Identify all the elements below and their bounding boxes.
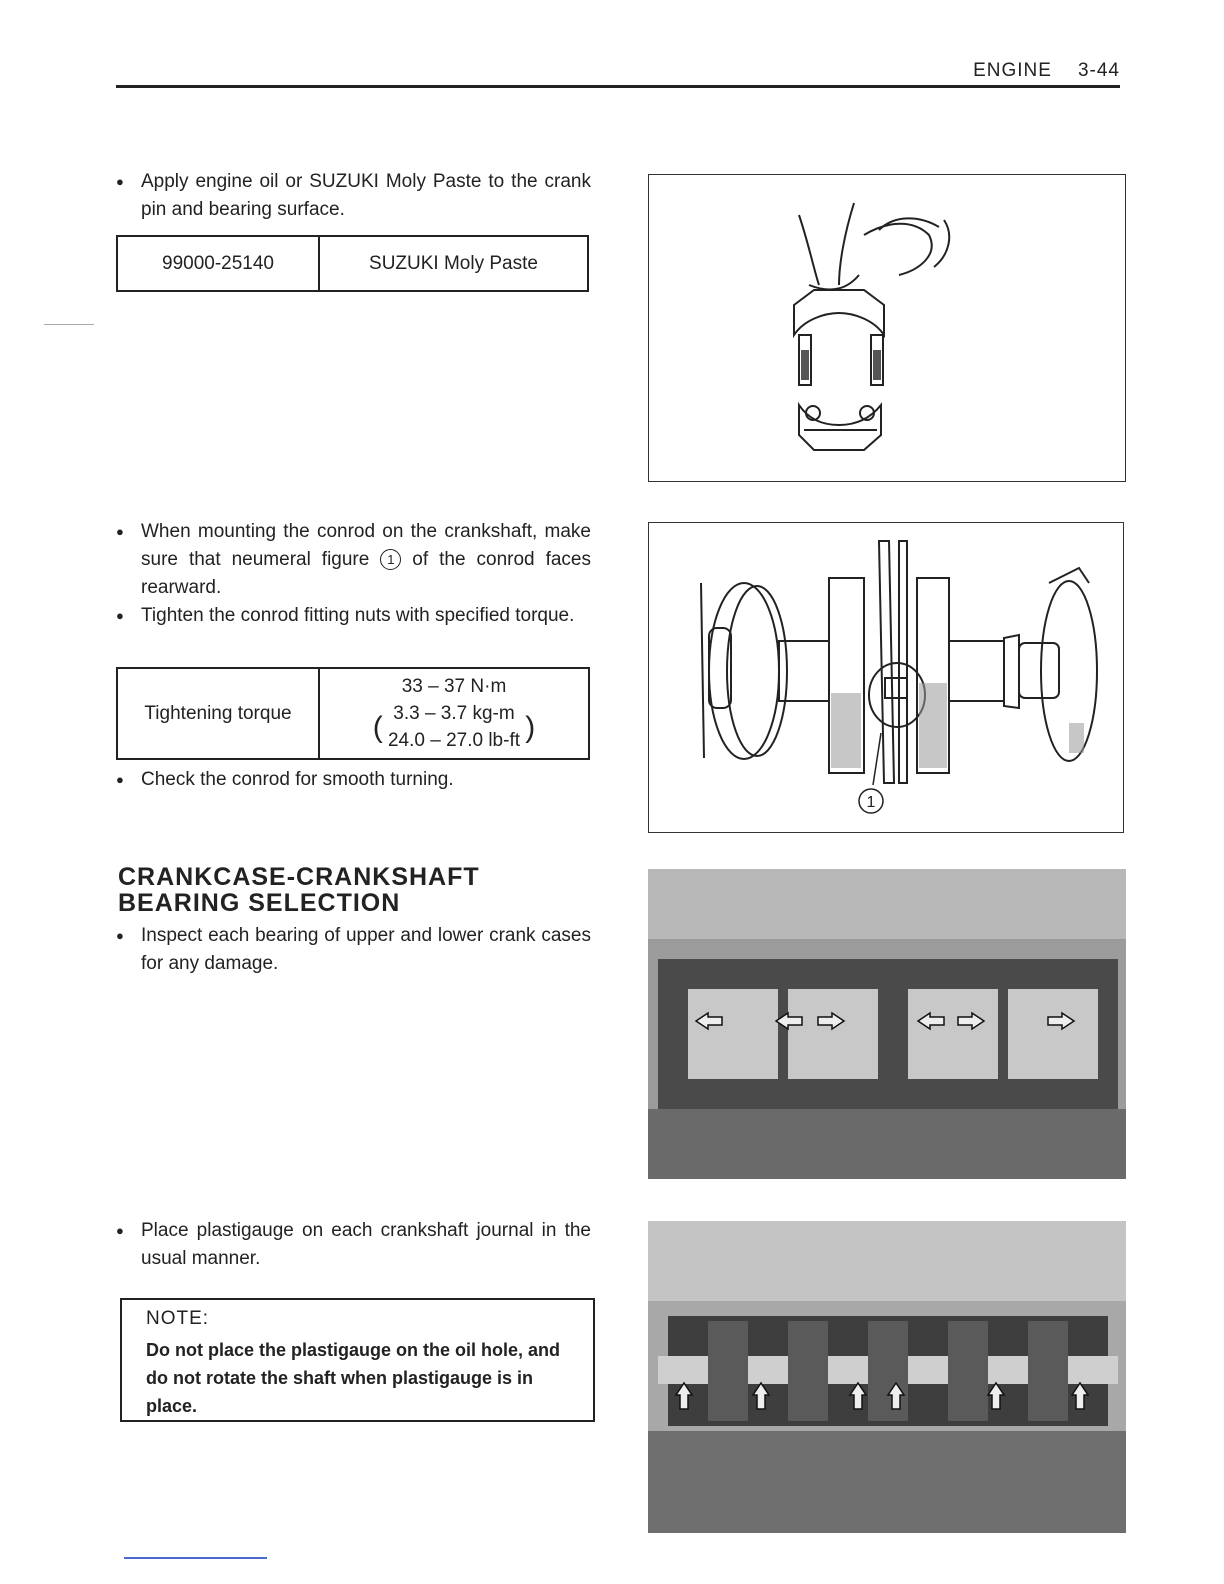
crankshaft-illustration	[649, 523, 1124, 833]
note-title: NOTE:	[146, 1308, 210, 1329]
torque-nm: 33 – 37 N·m	[401, 676, 507, 697]
step-tighten-nuts: ● Tighten the conrod fitting nuts with specified torque.	[116, 602, 591, 630]
torque-label-cell: Tightening torque	[117, 668, 319, 759]
step-apply-moly-paste: ● Apply engine oil or SUZUKI Moly Paste to the crank pin and bearing surface.	[116, 168, 591, 224]
section-title-line1: CRANKCASE-CRANKSHAFT	[118, 863, 480, 891]
section-title-line2: BEARING SELECTION	[118, 889, 401, 917]
figure-number-mark: 1	[380, 549, 401, 570]
torque-lbft: 24.0 – 27.0 lb-ft	[387, 730, 521, 751]
bottom-mark	[124, 1557, 267, 1559]
section-title	[118, 864, 480, 916]
step-place-plastigauge: ● Place plastigauge on each crankshaft journal in the usual manner.	[116, 1217, 591, 1273]
margin-mark	[44, 324, 94, 325]
header-rule	[116, 85, 1120, 88]
note-box	[120, 1298, 595, 1422]
step-mount-conrod	[116, 518, 591, 602]
tightening-torque-table	[116, 667, 590, 760]
paren-close: )	[525, 710, 536, 744]
header-section-title: ENGINE	[973, 60, 1052, 81]
torque-kgm: 3.3 – 3.7 kg-m	[393, 703, 515, 724]
header-page-number: 3-44	[1077, 60, 1120, 81]
page-header	[973, 60, 1120, 82]
torque-value-cell	[319, 668, 589, 759]
step-check-conrod: ● Check the conrod for smooth turning.	[116, 766, 591, 794]
step-inspect-bearings: ● Inspect each bearing of upper and lower crank cases for any damage.	[116, 922, 591, 978]
crankcase-photo-illustration	[648, 869, 1126, 1179]
photo-crankcase-bearings	[648, 869, 1126, 1179]
photo-plastigauge-journals	[648, 1221, 1126, 1533]
part-name-cell: SUZUKI Moly Paste	[319, 236, 588, 291]
callout-1-label: 1	[866, 794, 876, 811]
figure-bearing-cap	[648, 174, 1126, 482]
bearing-cap-illustration	[649, 175, 1126, 482]
part-number-cell: 99000-25140	[117, 236, 319, 291]
figure-crankshaft-conrod	[648, 522, 1124, 833]
paren-open: (	[372, 710, 383, 744]
moly-paste-table	[116, 235, 589, 292]
plastigauge-photo-illustration	[648, 1221, 1126, 1533]
note-body: Do not place the plastigauge on the oil hole, and do not rotate the shaft when plastigauge is in place.	[146, 1340, 561, 1416]
mount-conrod-text-a: When mounting the conrod on the crankshaft, make sure that neumeral figure	[141, 521, 591, 570]
mount-conrod-text-b: of the conrod faces rearward.	[141, 549, 591, 598]
